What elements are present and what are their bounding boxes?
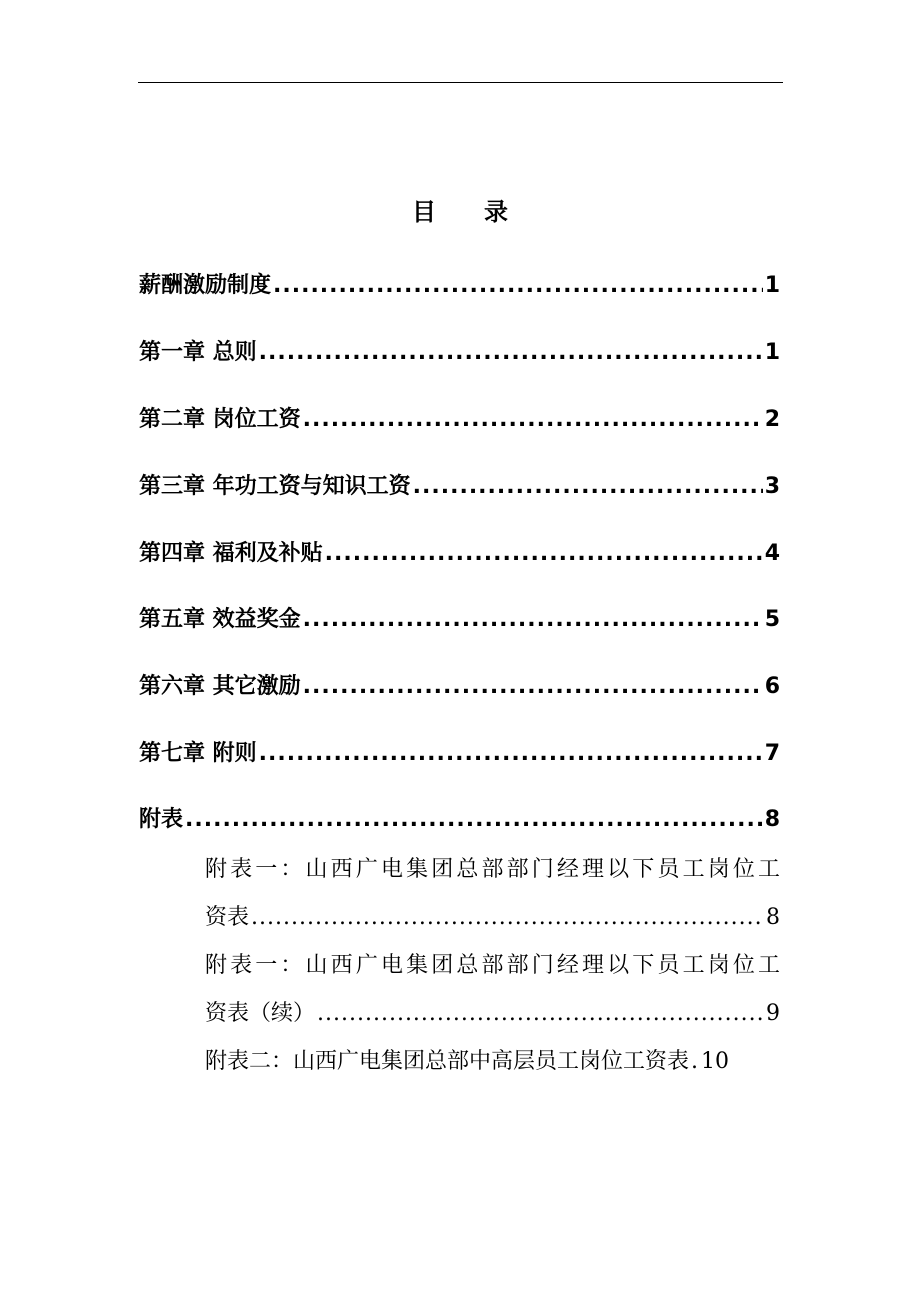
toc-leader-dots xyxy=(413,474,763,499)
toc-entry[interactable] xyxy=(139,268,780,299)
toc-entry[interactable] xyxy=(139,469,780,500)
toc-subentry-page: 8 xyxy=(766,905,780,930)
toc-entry[interactable] xyxy=(139,602,780,633)
toc-subentry[interactable] xyxy=(205,996,780,1027)
toc-subentry-page: 10 xyxy=(701,1049,730,1074)
toc-entry[interactable] xyxy=(139,736,780,767)
toc-entry-label: 第五章 效益奖金 xyxy=(139,607,301,632)
toc-entry[interactable] xyxy=(139,536,780,567)
toc-subentry-line1[interactable]: 附表一：山西广电集团总部部门经理以下员工岗位工 xyxy=(205,857,780,882)
toc-leader-dots xyxy=(185,807,763,832)
toc-entry[interactable] xyxy=(139,802,780,833)
toc-entry-page: 5 xyxy=(764,607,780,632)
toc-subentry[interactable] xyxy=(205,1044,780,1075)
toc-leader-dots xyxy=(317,1001,764,1026)
toc-entry-page: 2 xyxy=(764,407,780,432)
header-rule xyxy=(138,82,783,83)
toc-entry-page: 8 xyxy=(764,807,780,832)
toc-entry-label: 第四章 福利及补贴 xyxy=(139,541,323,566)
toc-entry-page: 6 xyxy=(764,674,780,699)
toc-entry-page: 7 xyxy=(764,741,780,766)
toc-leader-dots xyxy=(259,340,763,365)
toc-entry-page: 1 xyxy=(764,340,780,365)
toc-leader-dots xyxy=(303,607,763,632)
toc-leader-dots xyxy=(259,741,763,766)
toc-subentry-label: 附表二：山西广电集团总部中高层员工岗位工资表 xyxy=(205,1049,690,1074)
toc-entry-label: 第二章 岗位工资 xyxy=(139,407,301,432)
toc-entry-label: 第三章 年功工资与知识工资 xyxy=(139,474,411,499)
toc-entry-label: 第六章 其它激励 xyxy=(139,674,301,699)
toc-leader-dots xyxy=(325,541,763,566)
toc-entry-label: 第一章 总则 xyxy=(139,340,257,365)
toc-entry-label: 薪酬激励制度 xyxy=(139,273,272,298)
toc-subentry-line1[interactable]: 附表一：山西广电集团总部部门经理以下员工岗位工 xyxy=(205,953,780,978)
toc-leader-dots xyxy=(251,905,764,930)
toc-leader-dots xyxy=(303,674,763,699)
toc-entry[interactable] xyxy=(139,669,780,700)
toc-subentry[interactable] xyxy=(205,900,780,931)
toc-entry-page: 1 xyxy=(764,273,780,298)
toc-subentry-label: 资表 xyxy=(205,905,250,930)
toc-entry-page: 3 xyxy=(764,474,780,499)
toc-title: 目录 xyxy=(412,198,556,226)
toc-entry-label: 第七章 附则 xyxy=(139,741,257,766)
toc-subentry-label: 资表（续） xyxy=(205,1001,316,1026)
toc-entry-page: 4 xyxy=(764,541,780,566)
toc-entry[interactable] xyxy=(139,335,780,366)
toc-leader-dots xyxy=(691,1049,699,1074)
toc-subentry-page: 9 xyxy=(766,1001,780,1026)
toc-entry[interactable] xyxy=(139,402,780,433)
toc-leader-dots xyxy=(303,407,763,432)
toc-entry-label: 附表 xyxy=(139,807,184,832)
toc-leader-dots xyxy=(273,273,763,298)
